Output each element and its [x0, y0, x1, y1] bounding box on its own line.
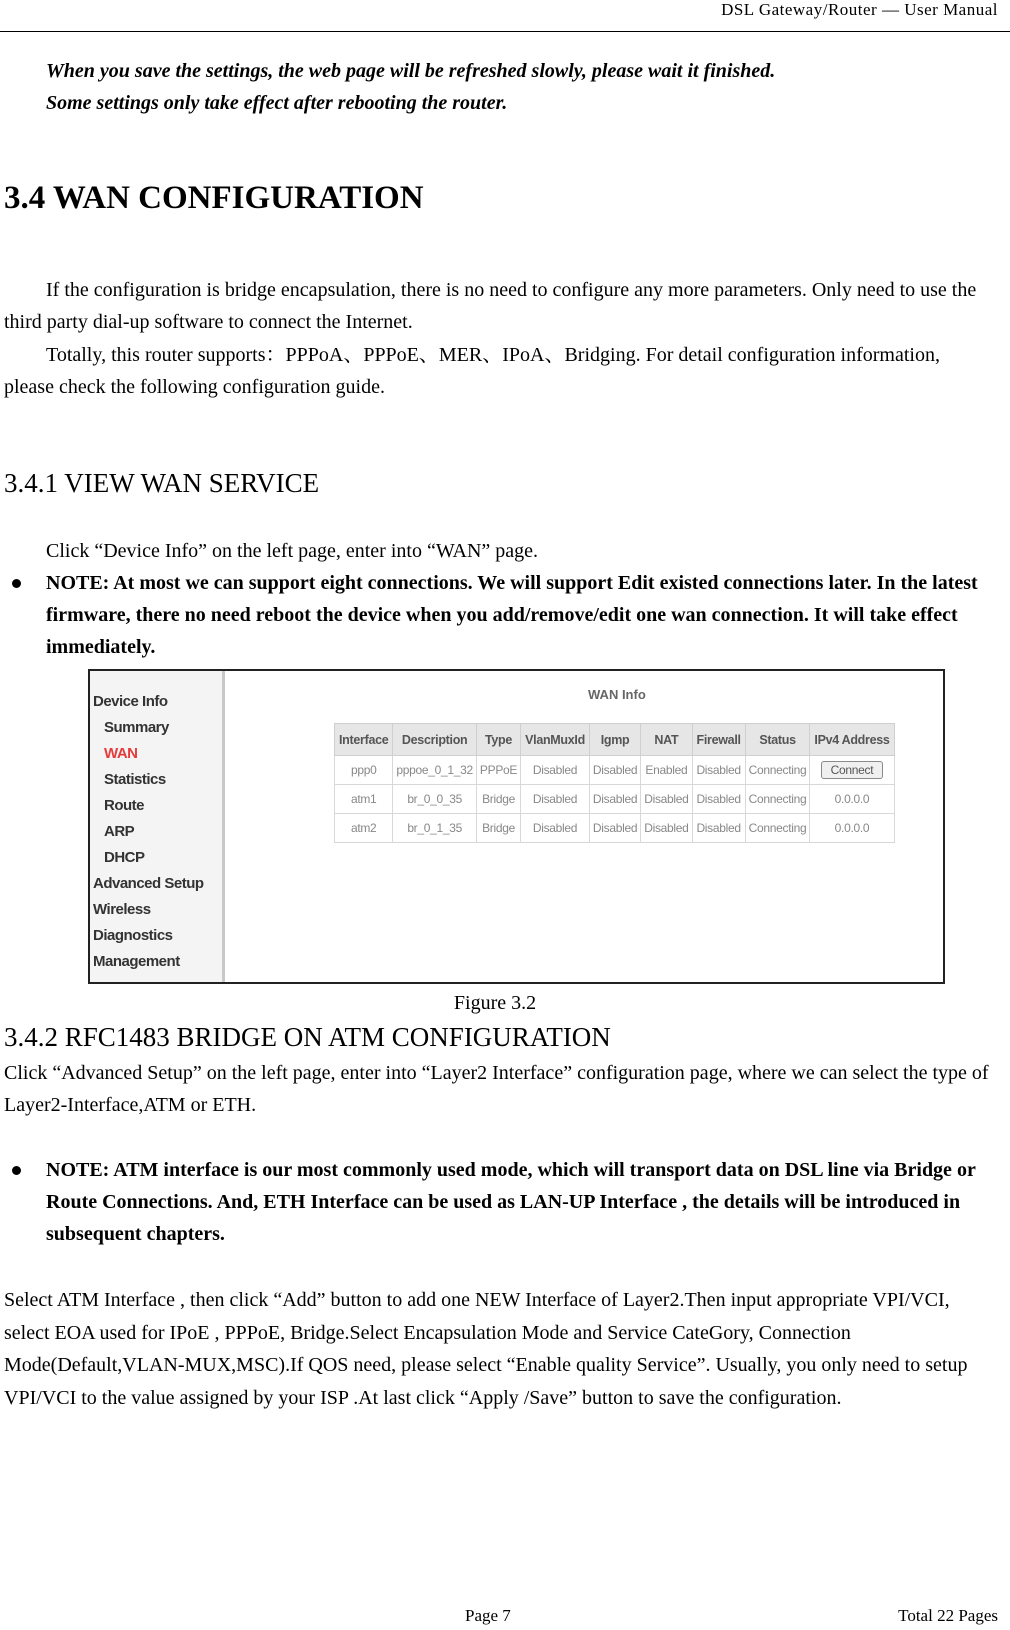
- sidebar-item-advanced-setup[interactable]: Advanced Setup: [93, 875, 204, 892]
- note-bullet-1: [12, 567, 990, 665]
- cell-ipv4-address: 0.0.0.0: [810, 814, 894, 843]
- page-header: DSL Gateway/Router — User Manual: [721, 0, 998, 19]
- cell-firewall: Disabled: [692, 814, 745, 843]
- column-header-description: Description: [393, 724, 477, 756]
- total-pages: Total 22 Pages: [898, 1606, 998, 1625]
- note-text-2: NOTE: ATM interface is our most commonly used mode, which will transport data on DSL line via Bridge or Route Connections. And, ETH Interface can be used as LAN-UP Interface , the details will be introduced in subsequent chapters.: [46, 1159, 976, 1245]
- cell-status: Connecting: [745, 785, 810, 814]
- cell-igmp: Disabled: [589, 756, 640, 785]
- cell-vlanmuxid: Disabled: [521, 756, 590, 785]
- table-row: [335, 814, 895, 843]
- cell-igmp: Disabled: [589, 814, 640, 843]
- cell-ipv4-address: 0.0.0.0: [810, 785, 894, 814]
- sidebar-item-diagnostics[interactable]: Diagnostics: [93, 927, 173, 944]
- sidebar-item-route[interactable]: Route: [104, 797, 144, 814]
- sidebar-item-summary[interactable]: Summary: [104, 719, 169, 736]
- cell-type: Bridge: [476, 814, 520, 843]
- cell-status: Connecting: [745, 756, 810, 785]
- cell-nat: Disabled: [641, 814, 692, 843]
- figure-caption: Figure 3.2: [453, 992, 537, 1014]
- cell-nat: Disabled: [641, 785, 692, 814]
- cell-interface: atm2: [335, 814, 393, 843]
- wan-info-screenshot: [88, 669, 945, 984]
- sidebar-item-wan[interactable]: WAN: [104, 745, 138, 762]
- sidebar-item-arp[interactable]: ARP: [104, 823, 135, 840]
- table-row: [335, 785, 895, 814]
- subsection-paragraph-rfc1483-2: Select ATM Interface , then click “Add” button to add one NEW Interface of Layer2.Then input appropriate VPI/VCI, select EOA used for IPoE , PPPoE, Bridge.Select Encapsulation Mode and Service CateGory, Connection Mode(Default,VLAN-MUX,MSC).If QOS need, please select “Enable quality Service”. Usually, you only need to setup VPI/VCI to the value assigned by your ISP .At last click “Apply /Save” button to save the configuration.: [4, 1289, 968, 1409]
- sidebar-item-wireless[interactable]: Wireless: [93, 901, 151, 918]
- intro-note: [46, 55, 986, 119]
- cell-description: pppoe_0_1_32: [393, 756, 477, 785]
- cell-ipv4-address: [810, 756, 894, 785]
- connect-button[interactable]: Connect: [821, 761, 884, 779]
- sidebar-item-device-info[interactable]: Device Info: [93, 693, 168, 710]
- table-header-row: [335, 724, 895, 756]
- cell-type: PPPoE: [476, 756, 520, 785]
- subsection-paragraph-view-wan: Click “Device Info” on the left page, enter into “WAN” page.: [46, 540, 539, 562]
- bullet-dot: [12, 1166, 21, 1175]
- subsection-heading-rfc1483: 3.4.2 RFC1483 BRIDGE ON ATM CONFIGURATION: [4, 1022, 611, 1052]
- cell-firewall: Disabled: [692, 756, 745, 785]
- page-number: Page 7: [465, 1606, 511, 1625]
- wan-info-title: WAN Info: [588, 687, 646, 702]
- cell-firewall: Disabled: [692, 785, 745, 814]
- table-row: [335, 756, 895, 785]
- header-divider: [0, 31, 1010, 32]
- column-header-ipv4-address: IPv4 Address: [810, 724, 894, 756]
- intro-line-1: When you save the settings, the web page will be refreshed slowly, please wait it finished.: [46, 60, 776, 82]
- cell-vlanmuxid: Disabled: [521, 785, 590, 814]
- cell-description: br_0_0_35: [393, 785, 477, 814]
- cell-interface: atm1: [335, 785, 393, 814]
- column-header-nat: NAT: [641, 724, 692, 756]
- cell-igmp: Disabled: [589, 785, 640, 814]
- wan-info-table: [334, 723, 895, 843]
- note-text-1: NOTE: At most we can support eight connections. We will support Edit existed connections later. In the latest firmware, there no need reboot the device when you add/remove/edit one wan connection. It will take effect immediately.: [46, 572, 978, 658]
- cell-status: Connecting: [745, 814, 810, 843]
- column-header-type: Type: [476, 724, 520, 756]
- cell-description: br_0_1_35: [393, 814, 477, 843]
- subsection-heading-view-wan: 3.4.1 VIEW WAN SERVICE: [4, 468, 320, 498]
- cell-interface: ppp0: [335, 756, 393, 785]
- column-header-igmp: Igmp: [589, 724, 640, 756]
- intro-line-2: Some settings only take effect after rebooting the router.: [46, 92, 508, 114]
- cell-vlanmuxid: Disabled: [521, 814, 590, 843]
- note-bullet-2: [12, 1154, 990, 1252]
- subsection-paragraph-rfc1483-1: Click “Advanced Setup” on the left page, enter into “Layer2 Interface” configuration page, where we can select the type of Layer2-Interface,ATM or ETH.: [4, 1062, 989, 1116]
- column-header-status: Status: [745, 724, 810, 756]
- section-heading: 3.4 WAN CONFIGURATION: [4, 180, 424, 216]
- column-header-firewall: Firewall: [692, 724, 745, 756]
- sidebar-item-management[interactable]: Management: [93, 953, 180, 970]
- sidebar-item-statistics[interactable]: Statistics: [104, 771, 166, 788]
- sidebar-nav: [90, 671, 225, 982]
- section-paragraph-1: If the configuration is bridge encapsulation, there is no need to configure any more parameters. Only need to use the third party dial-up software to connect the Internet.: [4, 279, 977, 333]
- bullet-dot: [12, 579, 21, 588]
- column-header-vlanmuxid: VlanMuxId: [521, 724, 590, 756]
- cell-type: Bridge: [476, 785, 520, 814]
- cell-nat: Enabled: [641, 756, 692, 785]
- sidebar-item-dhcp[interactable]: DHCP: [104, 849, 145, 866]
- column-header-interface: Interface: [335, 724, 393, 756]
- section-paragraph-2: Totally, this router supports：PPPoA、PPPoE、MER、IPoA、Bridging. For detail configuration information, please check the following configuration guide.: [4, 344, 940, 398]
